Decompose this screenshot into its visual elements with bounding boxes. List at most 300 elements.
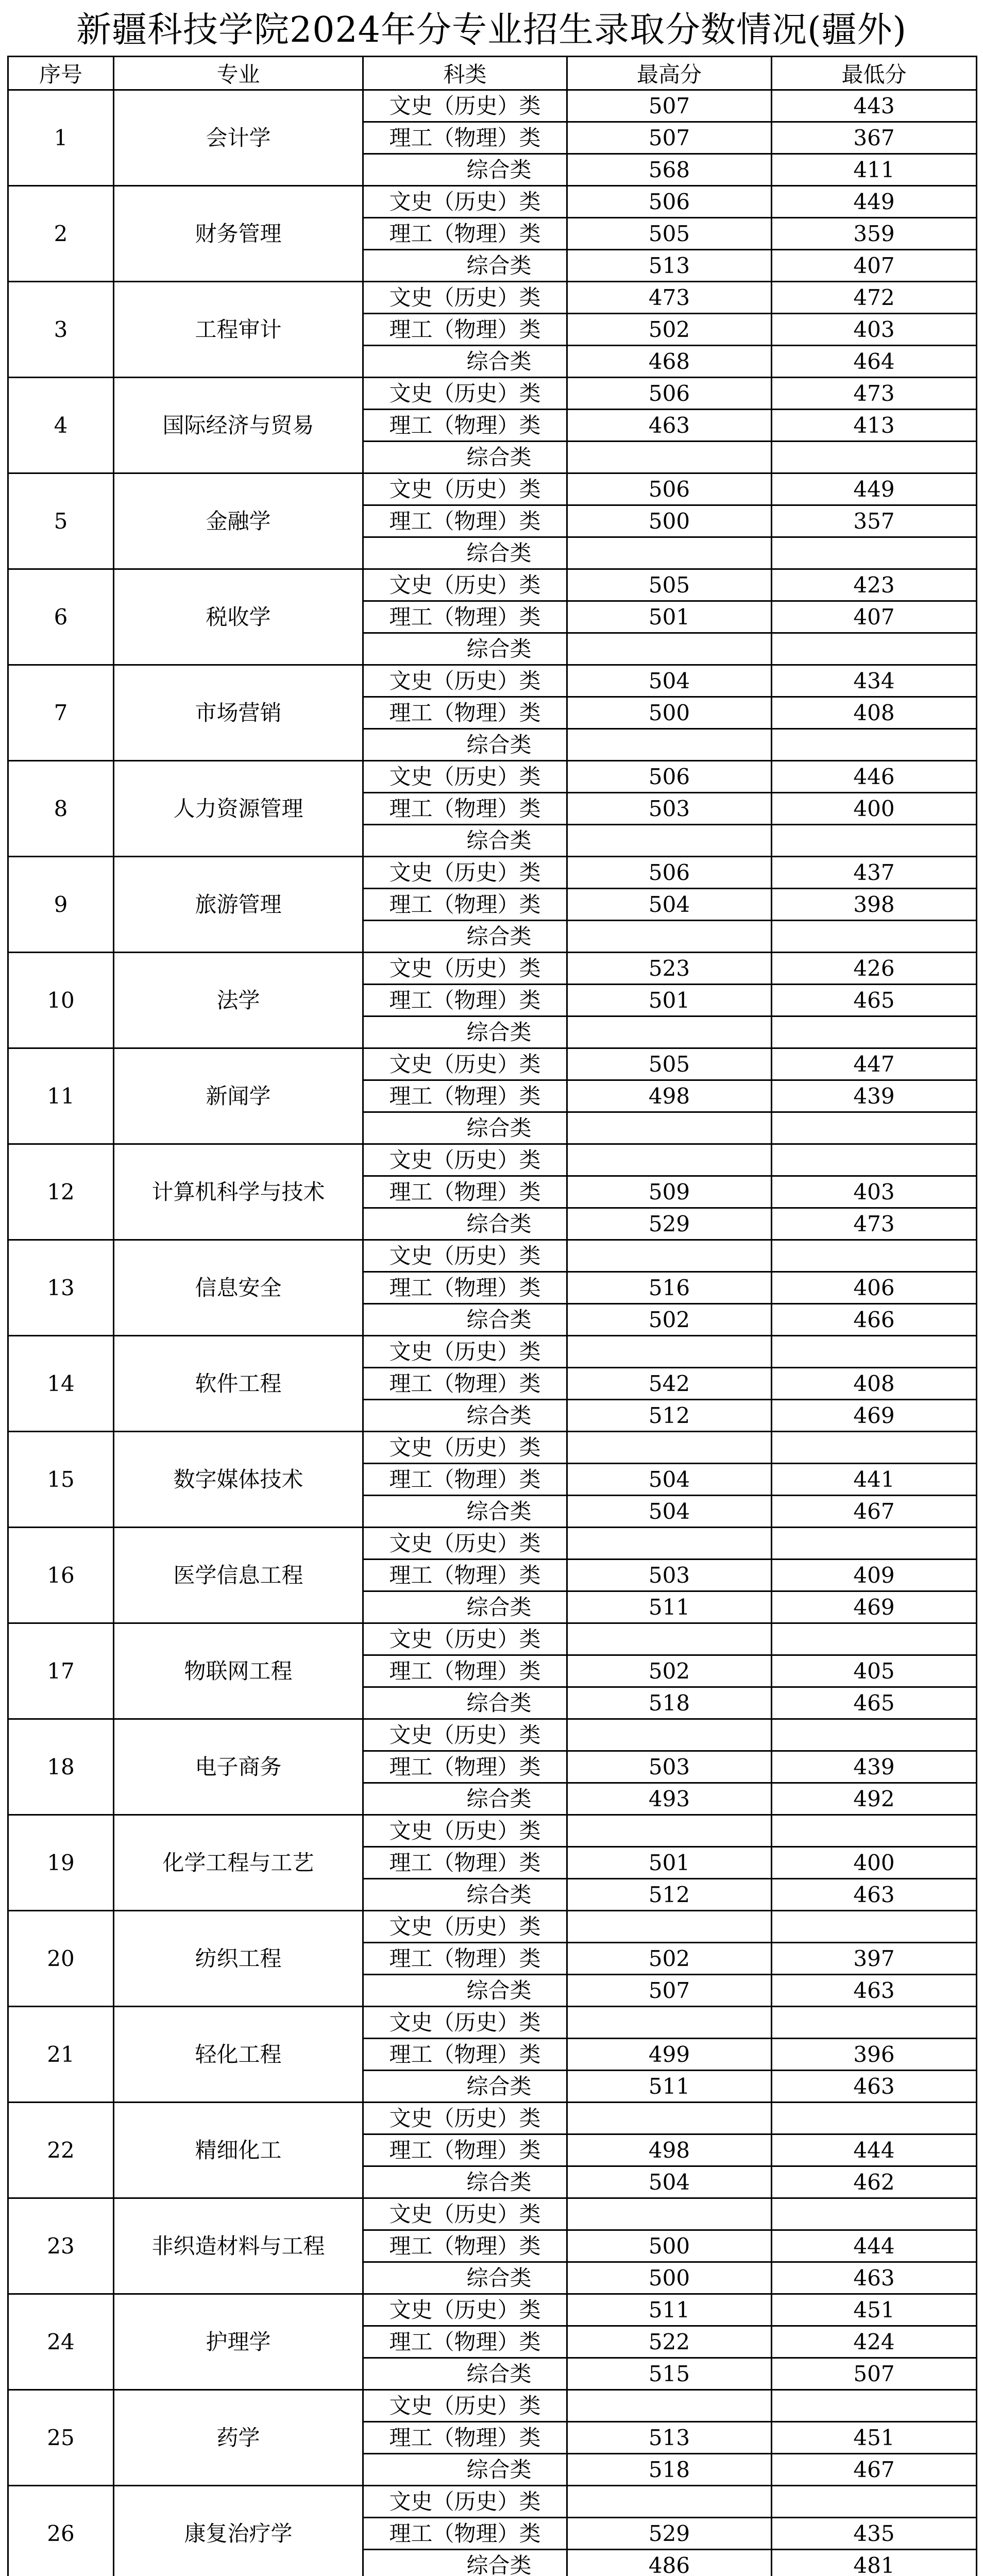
max-score-cell: 473 <box>567 282 772 314</box>
physics-category-cell: 理工（物理）类 <box>363 985 567 1016</box>
max-score-cell: 502 <box>567 1655 772 1687</box>
max-score-cell <box>567 1815 772 1847</box>
max-score-cell: 504 <box>567 1464 772 1496</box>
min-score-cell: 413 <box>772 410 977 442</box>
min-score-cell <box>772 633 977 665</box>
min-score-cell <box>772 1623 977 1655</box>
max-score-cell <box>567 1144 772 1176</box>
max-score-cell: 504 <box>567 665 772 697</box>
physics-category-cell: 理工（物理）类 <box>363 1464 567 1496</box>
major-name-cell: 旅游管理 <box>114 857 363 953</box>
major-name-cell: 药学 <box>114 2390 363 2486</box>
max-score-cell: 499 <box>567 2039 772 2071</box>
seq-cell: 9 <box>8 857 114 953</box>
seq-cell: 5 <box>8 473 114 569</box>
comprehensive-category-cell: 综合类 <box>363 2071 567 2103</box>
seq-cell: 4 <box>8 378 114 473</box>
seq-cell: 15 <box>8 1432 114 1528</box>
min-score-cell: 492 <box>772 1783 977 1815</box>
min-score-cell: 439 <box>772 1751 977 1783</box>
seq-cell: 21 <box>8 2007 114 2103</box>
comprehensive-category-cell: 综合类 <box>363 1687 567 1719</box>
min-score-cell: 469 <box>772 1400 977 1432</box>
history-category-cell: 文史（历史）类 <box>363 186 567 218</box>
min-score-cell: 403 <box>772 1176 977 1208</box>
major-name-cell: 计算机科学与技术 <box>114 1144 363 1240</box>
min-score-cell <box>772 1016 977 1048</box>
max-score-cell <box>567 729 772 761</box>
comprehensive-category-cell: 综合类 <box>363 1016 567 1048</box>
min-score-cell: 467 <box>772 1496 977 1528</box>
min-score-cell <box>772 921 977 953</box>
physics-category-cell: 理工（物理）类 <box>363 1847 567 1879</box>
comprehensive-category-cell: 综合类 <box>363 1879 567 1911</box>
min-score-cell: 411 <box>772 154 977 186</box>
table-row <box>8 2294 977 2326</box>
min-score-cell <box>772 1144 977 1176</box>
history-category-cell: 文史（历史）类 <box>363 1240 567 1272</box>
major-name-cell: 物联网工程 <box>114 1623 363 1719</box>
max-score-cell <box>567 1719 772 1751</box>
physics-category-cell: 理工（物理）类 <box>363 2039 567 2071</box>
table-row <box>8 1240 977 1272</box>
max-score-cell <box>567 2103 772 2134</box>
header-max-score: 最高分 <box>567 57 772 90</box>
min-score-cell: 408 <box>772 1368 977 1400</box>
min-score-cell <box>772 1112 977 1144</box>
max-score-cell: 498 <box>567 2134 772 2166</box>
physics-category-cell: 理工（物理）类 <box>363 697 567 729</box>
min-score-cell: 444 <box>772 2134 977 2166</box>
min-score-cell: 407 <box>772 250 977 282</box>
max-score-cell: 502 <box>567 314 772 346</box>
physics-category-cell: 理工（物理）类 <box>363 601 567 633</box>
min-score-cell: 434 <box>772 665 977 697</box>
max-score-cell <box>567 633 772 665</box>
physics-category-cell: 理工（物理）类 <box>363 410 567 442</box>
comprehensive-category-cell: 综合类 <box>363 1783 567 1815</box>
min-score-cell: 449 <box>772 186 977 218</box>
max-score-cell: 529 <box>567 2518 772 2550</box>
comprehensive-category-cell: 综合类 <box>363 1304 567 1336</box>
min-score-cell: 469 <box>772 1591 977 1623</box>
seq-cell: 7 <box>8 665 114 761</box>
max-score-cell: 498 <box>567 1080 772 1112</box>
max-score-cell: 518 <box>567 2454 772 2486</box>
major-name-cell: 纺织工程 <box>114 1911 363 2007</box>
major-name-cell: 财务管理 <box>114 186 363 282</box>
min-score-cell <box>772 1240 977 1272</box>
max-score-cell: 542 <box>567 1368 772 1400</box>
major-name-cell: 精细化工 <box>114 2103 363 2198</box>
min-score-cell: 409 <box>772 1560 977 1591</box>
min-score-cell: 465 <box>772 1687 977 1719</box>
physics-category-cell: 理工（物理）类 <box>363 1655 567 1687</box>
min-score-cell: 423 <box>772 569 977 601</box>
header-seq: 序号 <box>8 57 114 90</box>
table-row <box>8 761 977 793</box>
max-score-cell: 511 <box>567 1591 772 1623</box>
table-row <box>8 1048 977 1080</box>
max-score-cell: 503 <box>567 1560 772 1591</box>
max-score-cell <box>567 921 772 953</box>
history-category-cell: 文史（历史）类 <box>363 1911 567 1943</box>
physics-category-cell: 理工（物理）类 <box>363 1176 567 1208</box>
physics-category-cell: 理工（物理）类 <box>363 2230 567 2262</box>
history-category-cell: 文史（历史）类 <box>363 1815 567 1847</box>
table-row <box>8 2103 977 2134</box>
history-category-cell: 文史（历史）类 <box>363 282 567 314</box>
min-score-cell: 435 <box>772 2518 977 2550</box>
min-score-cell: 449 <box>772 473 977 505</box>
max-score-cell: 504 <box>567 889 772 921</box>
min-score-cell <box>772 825 977 857</box>
table-row <box>8 1911 977 1943</box>
seq-cell: 23 <box>8 2198 114 2294</box>
major-name-cell: 康复治疗学 <box>114 2486 363 2576</box>
history-category-cell: 文史（历史）类 <box>363 1528 567 1560</box>
max-score-cell: 500 <box>567 697 772 729</box>
max-score-cell <box>567 2390 772 2422</box>
max-score-cell: 507 <box>567 122 772 154</box>
seq-cell: 12 <box>8 1144 114 1240</box>
history-category-cell: 文史（历史）类 <box>363 2294 567 2326</box>
max-score-cell <box>567 1112 772 1144</box>
min-score-cell: 462 <box>772 2166 977 2198</box>
max-score-cell: 506 <box>567 186 772 218</box>
max-score-cell: 493 <box>567 1783 772 1815</box>
max-score-cell: 515 <box>567 2358 772 2390</box>
max-score-cell: 503 <box>567 1751 772 1783</box>
history-category-cell: 文史（历史）类 <box>363 473 567 505</box>
history-category-cell: 文史（历史）类 <box>363 2198 567 2230</box>
max-score-cell: 463 <box>567 410 772 442</box>
min-score-cell: 463 <box>772 1879 977 1911</box>
min-score-cell: 447 <box>772 1048 977 1080</box>
max-score-cell: 502 <box>567 1943 772 1975</box>
seq-cell: 3 <box>8 282 114 378</box>
min-score-cell: 397 <box>772 1943 977 1975</box>
min-score-cell: 439 <box>772 1080 977 1112</box>
max-score-cell: 518 <box>567 1687 772 1719</box>
table-row <box>8 1336 977 1368</box>
history-category-cell: 文史（历史）类 <box>363 857 567 889</box>
seq-cell: 2 <box>8 186 114 282</box>
max-score-cell: 529 <box>567 1208 772 1240</box>
min-score-cell <box>772 537 977 569</box>
min-score-cell: 426 <box>772 953 977 985</box>
major-name-cell: 数字媒体技术 <box>114 1432 363 1528</box>
min-score-cell: 405 <box>772 1655 977 1687</box>
table-row <box>8 2007 977 2039</box>
table-row <box>8 1528 977 1560</box>
physics-category-cell: 理工（物理）类 <box>363 2422 567 2454</box>
min-score-cell: 443 <box>772 90 977 122</box>
comprehensive-category-cell: 综合类 <box>363 825 567 857</box>
min-score-cell: 437 <box>772 857 977 889</box>
max-score-cell <box>567 1432 772 1464</box>
seq-cell: 24 <box>8 2294 114 2390</box>
seq-cell: 13 <box>8 1240 114 1336</box>
history-category-cell: 文史（历史）类 <box>363 2103 567 2134</box>
max-score-cell <box>567 2198 772 2230</box>
header-major: 专业 <box>114 57 363 90</box>
major-name-cell: 护理学 <box>114 2294 363 2390</box>
max-score-cell: 512 <box>567 1400 772 1432</box>
history-category-cell: 文史（历史）类 <box>363 2486 567 2518</box>
physics-category-cell: 理工（物理）类 <box>363 1368 567 1400</box>
max-score-cell: 509 <box>567 1176 772 1208</box>
min-score-cell <box>772 1336 977 1368</box>
history-category-cell: 文史（历史）类 <box>363 2007 567 2039</box>
physics-category-cell: 理工（物理）类 <box>363 1560 567 1591</box>
table-row <box>8 378 977 410</box>
physics-category-cell: 理工（物理）类 <box>363 122 567 154</box>
max-score-cell: 501 <box>567 1847 772 1879</box>
min-score-cell: 463 <box>772 2262 977 2294</box>
physics-category-cell: 理工（物理）类 <box>363 2326 567 2358</box>
min-score-cell: 507 <box>772 2358 977 2390</box>
major-name-cell: 国际经济与贸易 <box>114 378 363 473</box>
major-name-cell: 新闻学 <box>114 1048 363 1144</box>
max-score-cell: 506 <box>567 378 772 410</box>
min-score-cell: 481 <box>772 2550 977 2576</box>
comprehensive-category-cell: 综合类 <box>363 537 567 569</box>
history-category-cell: 文史（历史）类 <box>363 2390 567 2422</box>
physics-category-cell: 理工（物理）类 <box>363 2134 567 2166</box>
max-score-cell: 511 <box>567 2294 772 2326</box>
major-name-cell: 轻化工程 <box>114 2007 363 2103</box>
history-category-cell: 文史（历史）类 <box>363 1336 567 1368</box>
seq-cell: 20 <box>8 1911 114 2007</box>
max-score-cell <box>567 2486 772 2518</box>
min-score-cell <box>772 2198 977 2230</box>
physics-category-cell: 理工（物理）类 <box>363 1080 567 1112</box>
table-row <box>8 569 977 601</box>
table-row <box>8 2390 977 2422</box>
table-body <box>8 90 977 2576</box>
table-header-row <box>8 57 977 90</box>
comprehensive-category-cell: 综合类 <box>363 1112 567 1144</box>
max-score-cell: 501 <box>567 601 772 633</box>
seq-cell: 11 <box>8 1048 114 1144</box>
min-score-cell: 398 <box>772 889 977 921</box>
min-score-cell <box>772 1432 977 1464</box>
admission-score-table <box>7 56 977 2576</box>
major-name-cell: 工程审计 <box>114 282 363 378</box>
min-score-cell: 400 <box>772 1847 977 1879</box>
history-category-cell: 文史（历史）类 <box>363 378 567 410</box>
seq-cell: 16 <box>8 1528 114 1623</box>
max-score-cell <box>567 1911 772 1943</box>
history-category-cell: 文史（历史）类 <box>363 1432 567 1464</box>
table-row <box>8 1144 977 1176</box>
seq-cell: 25 <box>8 2390 114 2486</box>
min-score-cell: 465 <box>772 985 977 1016</box>
min-score-cell: 446 <box>772 761 977 793</box>
max-score-cell <box>567 2007 772 2039</box>
comprehensive-category-cell: 综合类 <box>363 729 567 761</box>
major-name-cell: 法学 <box>114 953 363 1048</box>
physics-category-cell: 理工（物理）类 <box>363 1943 567 1975</box>
min-score-cell: 367 <box>772 122 977 154</box>
major-name-cell: 税收学 <box>114 569 363 665</box>
min-score-cell <box>772 1911 977 1943</box>
comprehensive-category-cell: 综合类 <box>363 1496 567 1528</box>
max-score-cell: 500 <box>567 2262 772 2294</box>
seq-cell: 19 <box>8 1815 114 1911</box>
min-score-cell <box>772 442 977 473</box>
table-row <box>8 857 977 889</box>
max-score-cell: 511 <box>567 2071 772 2103</box>
max-score-cell <box>567 537 772 569</box>
physics-category-cell: 理工（物理）类 <box>363 1272 567 1304</box>
major-name-cell: 医学信息工程 <box>114 1528 363 1623</box>
min-score-cell <box>772 2390 977 2422</box>
physics-category-cell: 理工（物理）类 <box>363 505 567 537</box>
max-score-cell: 506 <box>567 473 772 505</box>
history-category-cell: 文史（历史）类 <box>363 1719 567 1751</box>
max-score-cell: 468 <box>567 346 772 378</box>
comprehensive-category-cell: 综合类 <box>363 921 567 953</box>
major-name-cell: 金融学 <box>114 473 363 569</box>
min-score-cell: 466 <box>772 1304 977 1336</box>
seq-cell: 6 <box>8 569 114 665</box>
table-row <box>8 473 977 505</box>
min-score-cell: 400 <box>772 793 977 825</box>
max-score-cell: 504 <box>567 2166 772 2198</box>
seq-cell: 17 <box>8 1623 114 1719</box>
major-name-cell: 非织造材料与工程 <box>114 2198 363 2294</box>
min-score-cell: 464 <box>772 346 977 378</box>
min-score-cell <box>772 2007 977 2039</box>
min-score-cell: 451 <box>772 2422 977 2454</box>
seq-cell: 14 <box>8 1336 114 1432</box>
max-score-cell: 506 <box>567 857 772 889</box>
max-score-cell: 568 <box>567 154 772 186</box>
max-score-cell: 516 <box>567 1272 772 1304</box>
history-category-cell: 文史（历史）类 <box>363 1144 567 1176</box>
min-score-cell: 424 <box>772 2326 977 2358</box>
major-name-cell: 信息安全 <box>114 1240 363 1336</box>
major-name-cell: 人力资源管理 <box>114 761 363 857</box>
min-score-cell: 473 <box>772 1208 977 1240</box>
comprehensive-category-cell: 综合类 <box>363 1591 567 1623</box>
history-category-cell: 文史（历史）类 <box>363 953 567 985</box>
physics-category-cell: 理工（物理）类 <box>363 218 567 250</box>
physics-category-cell: 理工（物理）类 <box>363 793 567 825</box>
min-score-cell: 407 <box>772 601 977 633</box>
history-category-cell: 文史（历史）类 <box>363 761 567 793</box>
major-name-cell: 市场营销 <box>114 665 363 761</box>
max-score-cell <box>567 825 772 857</box>
comprehensive-category-cell: 综合类 <box>363 1400 567 1432</box>
min-score-cell: 359 <box>772 218 977 250</box>
min-score-cell <box>772 2486 977 2518</box>
major-name-cell: 化学工程与工艺 <box>114 1815 363 1911</box>
max-score-cell <box>567 1240 772 1272</box>
history-category-cell: 文史（历史）类 <box>363 90 567 122</box>
max-score-cell <box>567 1528 772 1560</box>
min-score-cell <box>772 2103 977 2134</box>
comprehensive-category-cell: 综合类 <box>363 346 567 378</box>
table-row <box>8 90 977 122</box>
max-score-cell: 505 <box>567 569 772 601</box>
page-title: 新疆科技学院2024年分专业招生录取分数情况(疆外) <box>76 9 907 50</box>
seq-cell: 10 <box>8 953 114 1048</box>
max-score-cell: 513 <box>567 250 772 282</box>
seq-cell: 8 <box>8 761 114 857</box>
comprehensive-category-cell: 综合类 <box>363 2550 567 2576</box>
comprehensive-category-cell: 综合类 <box>363 2262 567 2294</box>
comprehensive-category-cell: 综合类 <box>363 2454 567 2486</box>
comprehensive-category-cell: 综合类 <box>363 250 567 282</box>
table-row <box>8 1815 977 1847</box>
min-score-cell: 441 <box>772 1464 977 1496</box>
comprehensive-category-cell: 综合类 <box>363 2166 567 2198</box>
comprehensive-category-cell: 综合类 <box>363 633 567 665</box>
table-row <box>8 665 977 697</box>
table-row <box>8 1623 977 1655</box>
min-score-cell: 472 <box>772 282 977 314</box>
seq-cell: 1 <box>8 90 114 186</box>
table-row <box>8 1432 977 1464</box>
max-score-cell: 505 <box>567 218 772 250</box>
min-score-cell: 403 <box>772 314 977 346</box>
physics-category-cell: 理工（物理）类 <box>363 889 567 921</box>
max-score-cell: 503 <box>567 793 772 825</box>
max-score-cell: 486 <box>567 2550 772 2576</box>
history-category-cell: 文史（历史）类 <box>363 1623 567 1655</box>
history-category-cell: 文史（历史）类 <box>363 665 567 697</box>
min-score-cell: 408 <box>772 697 977 729</box>
major-name-cell: 软件工程 <box>114 1336 363 1432</box>
max-score-cell: 500 <box>567 505 772 537</box>
history-category-cell: 文史（历史）类 <box>363 569 567 601</box>
max-score-cell: 507 <box>567 1975 772 2007</box>
min-score-cell: 473 <box>772 378 977 410</box>
max-score-cell: 505 <box>567 1048 772 1080</box>
min-score-cell <box>772 1815 977 1847</box>
table-row <box>8 953 977 985</box>
seq-cell: 26 <box>8 2486 114 2576</box>
major-name-cell: 电子商务 <box>114 1719 363 1815</box>
max-score-cell: 523 <box>567 953 772 985</box>
min-score-cell: 451 <box>772 2294 977 2326</box>
min-score-cell: 463 <box>772 2071 977 2103</box>
physics-category-cell: 理工（物理）类 <box>363 314 567 346</box>
max-score-cell <box>567 1016 772 1048</box>
min-score-cell: 396 <box>772 2039 977 2071</box>
table-row <box>8 2198 977 2230</box>
min-score-cell: 406 <box>772 1272 977 1304</box>
major-name-cell: 会计学 <box>114 90 363 186</box>
max-score-cell: 501 <box>567 985 772 1016</box>
max-score-cell: 513 <box>567 2422 772 2454</box>
table-row <box>8 1719 977 1751</box>
table-row <box>8 2486 977 2518</box>
max-score-cell <box>567 1336 772 1368</box>
header-min-score: 最低分 <box>772 57 977 90</box>
min-score-cell <box>772 1719 977 1751</box>
seq-cell: 18 <box>8 1719 114 1815</box>
max-score-cell: 502 <box>567 1304 772 1336</box>
max-score-cell <box>567 1623 772 1655</box>
comprehensive-category-cell: 综合类 <box>363 154 567 186</box>
min-score-cell: 467 <box>772 2454 977 2486</box>
table-row <box>8 186 977 218</box>
min-score-cell: 444 <box>772 2230 977 2262</box>
